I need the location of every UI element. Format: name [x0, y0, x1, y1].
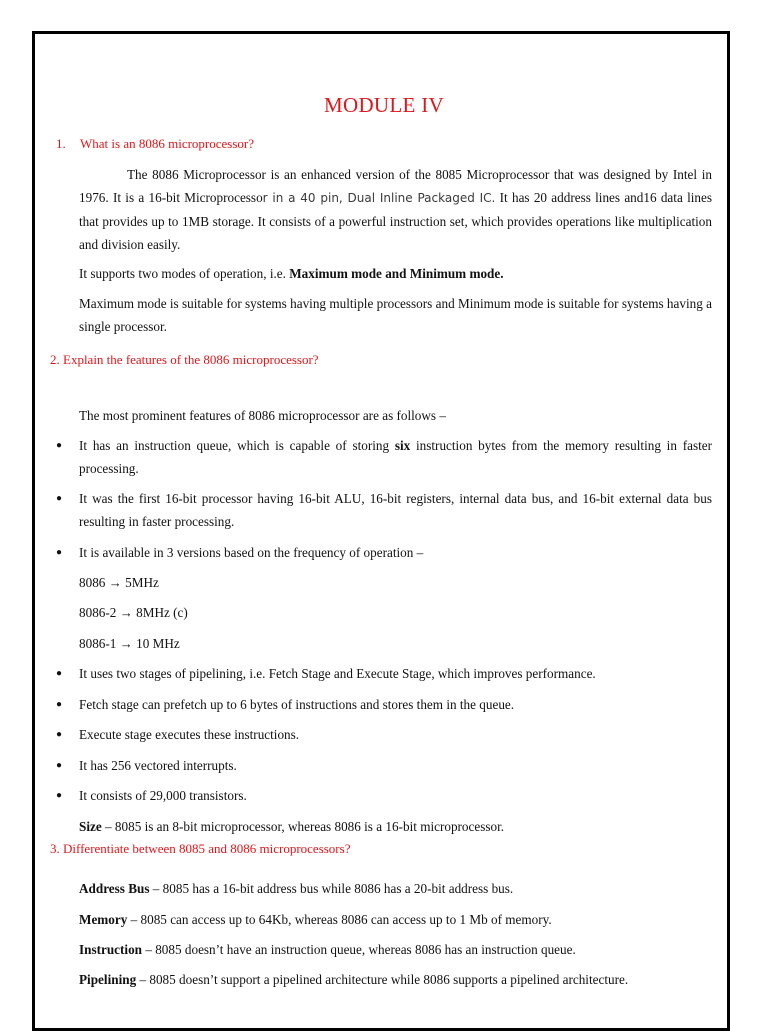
q2-bullet-6-text: Execute stage executes these instructions. — [79, 727, 300, 742]
q2-version-2: 8086-2 → 8MHz (c) — [79, 605, 188, 620]
q1-para2-bold: Maximum mode and Minimum mode. — [289, 266, 504, 281]
memory-text: – 8085 can access up to 64Kb, whereas 8086 can access up to 1 Mb of memory. — [127, 912, 552, 927]
q2-bullet-8-text: It consists of 29,000 transistors. — [79, 788, 247, 803]
q2-b1-part-a: It has an instruction queue, which is capable of storing — [79, 438, 395, 453]
instruction-line — [79, 938, 712, 961]
bullet-8: ● — [56, 790, 63, 801]
q1-para1-ic-phrase: r in a 40 pin, Dual Inline Packaged IC. — [262, 191, 496, 205]
question-2-heading: 2. Explain the features of the 8086 microprocessor? — [50, 352, 319, 367]
q1-paragraph-1 — [79, 163, 712, 256]
q2-intro: The most prominent features of 8086 microprocessor are as follows – — [79, 408, 446, 423]
module-title: MODULE IV — [324, 93, 444, 117]
q1-para1-part-a: The 8086 Microprocessor is an enhanced version of the 8085 Microprocessor that was designed by Intel in 1976. It is a 16-bit Microprocesso — [79, 167, 712, 205]
q2-version-3: 8086-1 → 10 MHz — [79, 636, 180, 651]
question-1-heading — [56, 136, 254, 152]
instruction-text: – 8085 doesn’t have an instruction queue, whereas 8086 has an instruction queue. — [142, 942, 576, 957]
q1-para2-text: It supports two modes of operation, i.e. — [79, 266, 290, 281]
address-bus-text: – 8085 has a 16-bit address bus while 8086 has a 20-bit address bus. — [149, 881, 514, 896]
size-label: Size — [79, 819, 102, 834]
instruction-label: Instruction — [79, 942, 143, 957]
bullet-3: ● — [56, 547, 63, 558]
pipelining-label: Pipelining — [79, 972, 137, 987]
memory-line — [79, 908, 712, 931]
bullet-5: ● — [56, 699, 63, 710]
question-1-number: 1. — [56, 136, 66, 151]
bullet-1: ● — [56, 440, 63, 451]
memory-label: Memory — [79, 912, 128, 927]
q2-bullet-7-text: It has 256 vectored interrupts. — [79, 758, 237, 773]
bullet-4: ● — [56, 668, 63, 679]
bullet-6: ● — [56, 729, 63, 740]
q1-para1-part-c: It has 20 address lines and16 data lines that provides up to 1MB storage. It consists of a powerful instruction set, which provides operations like multiplication and division easily. — [79, 190, 712, 252]
q2-bullet-4-text: It uses two stages of pipelining, i.e. Fetch Stage and Execute Stage, which improves performance. — [79, 666, 596, 681]
bullet-2: ● — [56, 493, 63, 504]
q1-paragraph-2 — [79, 262, 712, 285]
address-bus-label: Address Bus — [79, 881, 150, 896]
q2-bullet-2-text: It was the first 16-bit processor having 16-bit ALU, 16-bit registers, internal data bus, and 16-bit external data bus resulting in faster processing. — [79, 491, 712, 529]
question-3-heading: 3. Differentiate between 8085 and 8086 microprocessors? — [50, 841, 351, 856]
pipelining-line — [79, 968, 712, 991]
pipelining-text: – 8085 doesn’t support a pipelined architecture while 8086 supports a pipelined architecture. — [136, 972, 629, 987]
q2-b1-bold: six — [394, 438, 411, 453]
bullet-7: ● — [56, 760, 63, 771]
q2-bullet-3-text: It is available in 3 versions based on the frequency of operation – — [79, 545, 424, 560]
q2-bullet-1-text — [79, 434, 712, 480]
q2-bullet-5-text: Fetch stage can prefetch up to 6 bytes of instructions and stores them in the queue. — [79, 697, 515, 712]
q1-paragraph-3: Maximum mode is suitable for systems having multiple processors and Minimum mode is suitable for systems having a single processor. — [79, 296, 712, 334]
size-text: – 8085 is an 8-bit microprocessor, whereas 8086 is a 16-bit microprocessor. — [101, 819, 505, 834]
question-1-text: What is an 8086 microprocessor? — [80, 136, 255, 151]
q2-b1-part-b: instruction bytes from the memory resulting in faster processing. — [79, 438, 712, 476]
size-line — [79, 815, 712, 838]
q2-version-1: 8086 → 5MHz — [79, 575, 159, 590]
address-bus-line — [79, 877, 712, 900]
